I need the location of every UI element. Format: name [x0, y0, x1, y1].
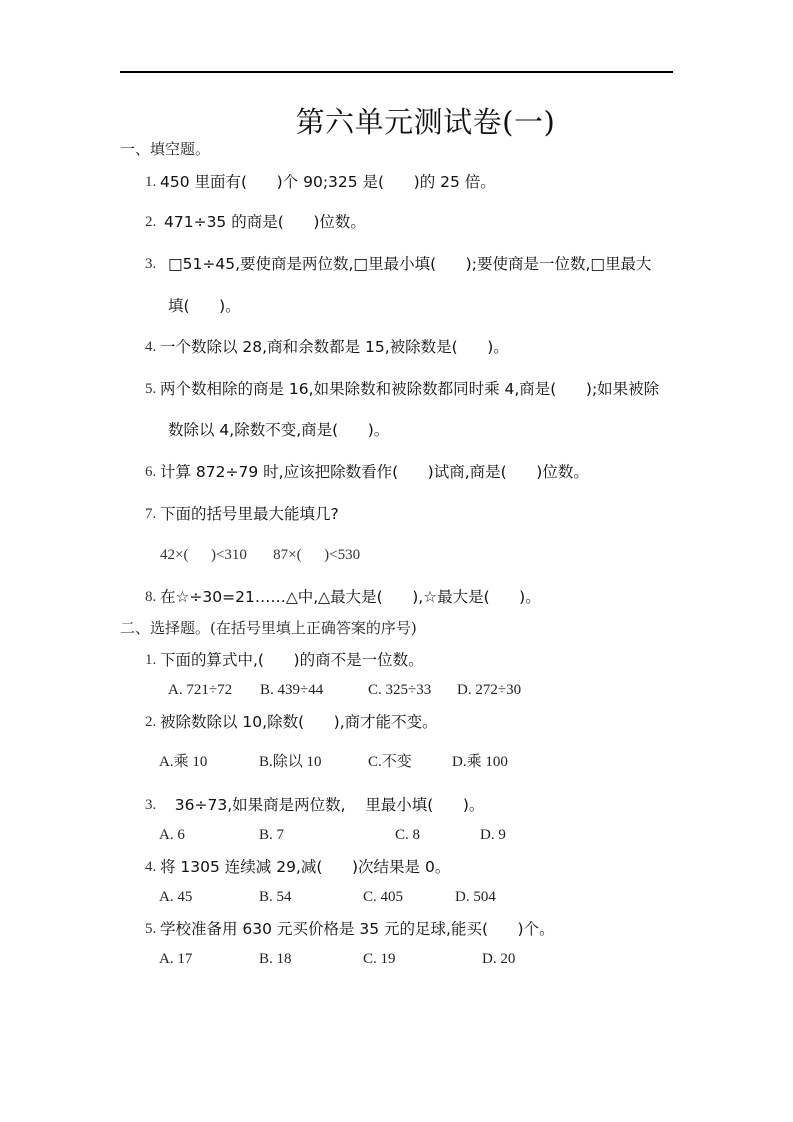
question-text: 两个数相除的商是 16,如果除数和被除数都同时乘 4,商是( );如果被除	[160, 380, 660, 398]
header-rule	[120, 71, 673, 73]
option-b: B. 439÷44	[260, 682, 324, 698]
question-number: 1.	[145, 652, 157, 668]
question-text: 学校准备用 630 元买价格是 35 元的足球,能买( )个。	[160, 920, 555, 938]
question-number: 5.	[145, 921, 157, 937]
question-text: 被除数除以 10,除数( ),商才能不变。	[160, 713, 438, 731]
question-text: 计算 872÷79 时,应该把除数看作( )试商,商是( )位数。	[160, 463, 589, 481]
question-number: 5.	[145, 381, 157, 397]
question-text: 下面的算式中,( )的商不是一位数。	[160, 651, 424, 669]
option-c: C. 405	[363, 889, 404, 905]
option-c: C.不变	[368, 754, 412, 770]
question-text: □51÷45,要使商是两位数,□里最小填( );要使商是一位数,□里最大	[168, 255, 652, 273]
question-number: 4.	[145, 859, 157, 875]
option-a: A. 721÷72	[168, 682, 233, 698]
option-b: B. 7	[259, 827, 285, 843]
option-b: B. 54	[259, 889, 292, 905]
question-text: 450 里面有( )个 90;325 是( )的 25 倍。	[160, 173, 496, 191]
section-heading-multiple-choice: 二、选择题。(在括号里填上正确答案的序号)	[120, 619, 417, 637]
question-number: 2.	[145, 214, 157, 230]
question-number: 4.	[145, 339, 157, 355]
option-d: D. 504	[455, 889, 496, 905]
option-b: B.除以 10	[259, 754, 322, 770]
option-a: A. 17	[159, 951, 193, 967]
question-number: 2.	[145, 714, 157, 730]
question-text: 471÷35 的商是( )位数。	[164, 213, 366, 231]
question-continuation: 填( )。	[168, 297, 241, 315]
option-c: C. 19	[363, 951, 396, 967]
option-a: A.乘 10	[159, 754, 208, 770]
question-number: 8.	[145, 589, 157, 605]
question-continuation: 数除以 4,除数不变,商是( )。	[168, 421, 390, 439]
question-number: 6.	[145, 464, 157, 480]
question-text: 36÷73,如果商是两位数, 里最小填( )。	[160, 796, 485, 814]
question-number: 1.	[145, 174, 157, 190]
option-a: A. 45	[159, 889, 193, 905]
page-title: 第六单元测试卷(一)	[295, 105, 556, 139]
question-number: 3.	[145, 256, 157, 272]
option-d: D.乘 100	[452, 754, 508, 770]
option-c: C. 8	[395, 827, 421, 843]
question-text: 在☆÷30=21……△中,△最大是( ),☆最大是( )。	[160, 588, 541, 606]
question-subline: 42×( )<310 87×( )<530	[160, 547, 361, 563]
question-number: 7.	[145, 506, 157, 522]
option-c: C. 325÷33	[368, 682, 432, 698]
section-heading-fill-blank: 一、填空题。	[120, 140, 211, 158]
question-text: 将 1305 连续减 29,减( )次结果是 0。	[160, 858, 451, 876]
option-b: B. 18	[259, 951, 292, 967]
option-d: D. 9	[480, 827, 506, 843]
question-text: 一个数除以 28,商和余数都是 15,被除数是( )。	[160, 338, 509, 356]
question-text: 下面的括号里最大能填几?	[160, 505, 339, 523]
option-d: D. 272÷30	[457, 682, 522, 698]
question-number: 3.	[145, 797, 157, 813]
option-a: A. 6	[159, 827, 185, 843]
option-d: D. 20	[482, 951, 516, 967]
